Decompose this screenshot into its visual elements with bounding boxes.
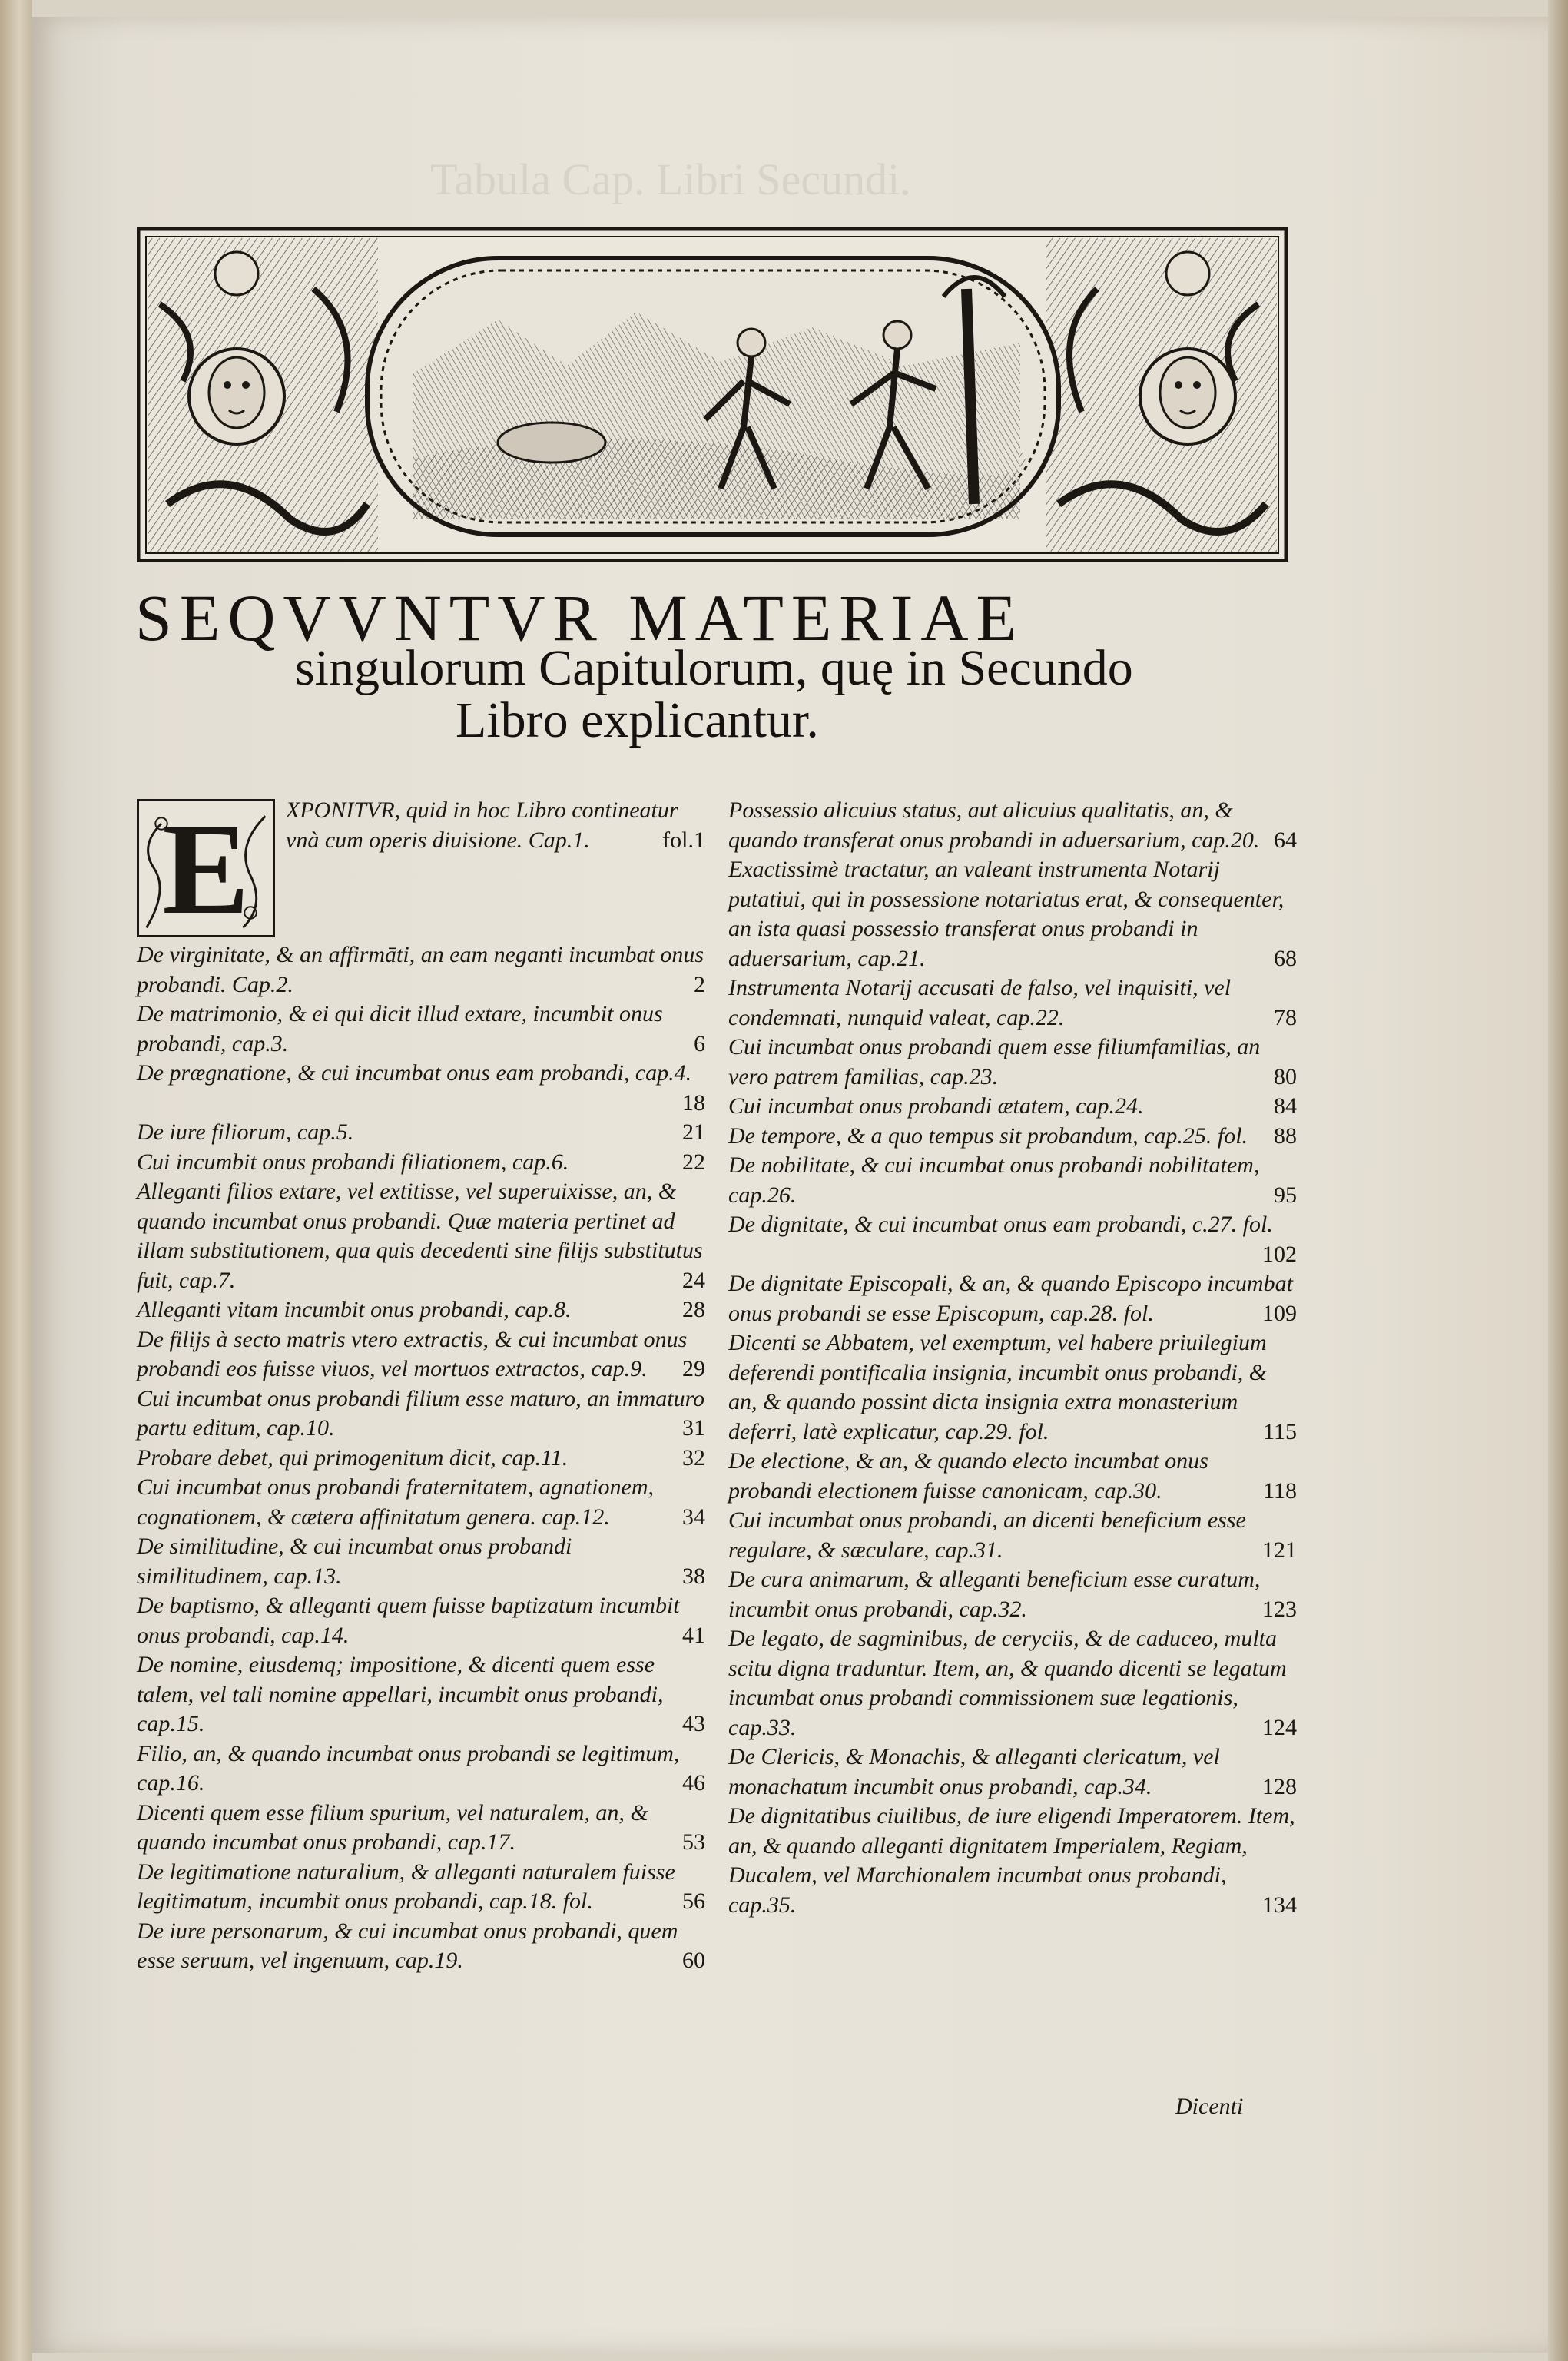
toc-entry-page: 95 xyxy=(1274,1182,1297,1208)
toc-entry-text: De similitudine, & cui incumbat onus probandi similitudinem, cap.13. xyxy=(137,1534,572,1589)
toc-entry-text: Alleganti vitam incumbit onus probandi, cap.8. xyxy=(137,1297,572,1322)
toc-entry xyxy=(728,1743,1297,1802)
toc-entry-page: 18 xyxy=(682,1089,705,1116)
toc-entry-text: De baptismo, & alleganti quem fuisse baptizatum incumbit onus probandi, cap.14. xyxy=(137,1593,680,1648)
toc-entry xyxy=(137,1532,705,1591)
toc-entry-text: De prægnatione, & cui incumbat onus eam probandi, cap.4. xyxy=(137,1060,692,1086)
toc-entry-text: De filijs à secto matris vtero extractis, & cui incumbat onus probandi eos fuisse viuos, vel mortuos extractos, cap.9. xyxy=(137,1326,688,1381)
toc-entry xyxy=(728,1506,1297,1565)
toc-entry-text: Cui incumbat onus probandi ætatem, cap.24. xyxy=(728,1093,1144,1119)
toc-entry-text: De nobilitate, & cui incumbat onus probandi nobilitatem, cap.26. xyxy=(728,1152,1260,1208)
toc-entry xyxy=(728,1624,1297,1743)
toc-entry-text: Probare debet, qui primogenitum dicit, cap.11. xyxy=(137,1444,569,1471)
heading-line-2: singulorum Capitulorum, quę in Secundo xyxy=(295,640,1133,696)
toc-entry xyxy=(137,1444,705,1474)
toc-entry-text: De legitimatione naturalium, & alleganti naturalem fuisse legitimatum, incumbit onus probandi, cap.18. fol. xyxy=(137,1859,675,1914)
toc-entry-page: 53 xyxy=(682,1829,705,1855)
toc-entry-text: Alleganti filios extare, vel extitisse, vel superuixisse, an, & quando incumbat onus probandi. Quæ materia pertinet ad illam substitutionem, qua quis decedenti sine filijs substitutus fuit, cap.7. xyxy=(137,1179,703,1293)
toc-entry xyxy=(728,973,1297,1033)
toc-entry xyxy=(137,1917,705,1976)
toc-entry xyxy=(728,1092,1297,1122)
toc-entry xyxy=(137,1325,705,1384)
toc-entry-page: 31 xyxy=(682,1415,705,1441)
toc-entry xyxy=(728,1122,1297,1152)
toc-entry xyxy=(137,1118,705,1148)
toc-entry-page: 34 xyxy=(682,1504,705,1530)
toc-entry-page: 64 xyxy=(1274,827,1297,853)
toc-entry-text: De matrimonio, & ei qui dicit illud extare, incumbit onus probandi, cap.3. xyxy=(137,1001,663,1056)
toc-entry-page: 68 xyxy=(1274,945,1297,971)
toc-entry xyxy=(137,1799,705,1858)
left-column xyxy=(137,796,705,1976)
toc-entry xyxy=(728,1033,1297,1092)
toc-entry-page: 121 xyxy=(1262,1537,1297,1563)
toc-entry-page: 109 xyxy=(1262,1300,1297,1326)
toc-entry-page: 38 xyxy=(682,1563,705,1589)
catchword: Dicenti xyxy=(1175,2094,1244,2119)
toc-entry-page: 84 xyxy=(1274,1093,1297,1119)
toc-entry xyxy=(728,1210,1297,1269)
toc-entry-text: De iure personarum, & cui incumbat onus probandi, quem esse seruum, vel ingenuum, cap.19. xyxy=(137,1918,678,1973)
toc-entry-page: 41 xyxy=(682,1622,705,1648)
right-column xyxy=(728,796,1297,1920)
toc-entry-text: Cui incumbat onus probandi fraternitatem, agnationem, cognationem, & cætera affinitatum genera. cap.12. xyxy=(137,1474,655,1530)
toc-entry-page: 43 xyxy=(682,1711,705,1736)
toc-entry-page: 28 xyxy=(682,1297,705,1322)
toc-entry xyxy=(137,1858,705,1917)
toc-entry-page: 78 xyxy=(1274,1004,1297,1030)
toc-entry xyxy=(728,1328,1297,1447)
toc-entry-text: De tempore, & a quo tempus sit probandum, cap.25. fol. xyxy=(728,1122,1248,1149)
toc-entry-text: Cui incumbat onus probandi filium esse maturo, an immaturo partu editum, cap.10. xyxy=(137,1385,705,1441)
toc-entry-text: Cui incumbat onus probandi quem esse filiumfamilias, an vero patrem familias, cap.23. xyxy=(728,1034,1261,1089)
toc-entry-text: De virginitate, & an affirmāti, an eam neganti incumbat onus probandi. Cap.2. xyxy=(137,942,704,997)
toc-entry-text: De dignitatibus ciuilibus, de iure eligendi Imperatorem. Item, an, & quando alleganti dignitatem Imperialem, Regiam, Ducalem, vel Marchionalem incumbat onus probandi, cap.35. xyxy=(728,1803,1295,1918)
book-fore-edge xyxy=(1548,0,1568,2361)
toc-entry xyxy=(728,1269,1297,1328)
toc-entry-page: 128 xyxy=(1262,1773,1297,1799)
toc-entry xyxy=(137,1650,705,1739)
toc-entry xyxy=(728,1151,1297,1210)
toc-entry-page: 102 xyxy=(1262,1241,1297,1267)
heading-line-3: Libro explicantur. xyxy=(456,692,819,748)
show-through-text: Tabula Cap. Libri Secundi. xyxy=(430,154,911,204)
toc-entry-text: Instrumenta Notarij accusati de falso, vel inquisiti, vel condemnati, nunquid valeat, cap.22. xyxy=(728,975,1232,1030)
toc-entry-text: Cui incumbat onus probandi, an dicenti beneficium esse regulare, & sæculare, cap.31. xyxy=(728,1507,1246,1563)
toc-entry xyxy=(137,1473,705,1532)
toc-entry-text: De Clericis, & Monachis, & alleganti clericatum, vel monachatum incumbit onus probandi, cap.34. xyxy=(728,1744,1220,1799)
toc-entry-text: Filio, an, & quando incumbat onus probandi se legitimum, cap.16. xyxy=(137,1740,680,1796)
toc-entry-text: Cui incumbit onus probandi filiationem, cap.6. xyxy=(137,1149,569,1175)
toc-entry-page: 80 xyxy=(1274,1063,1297,1089)
toc-entry xyxy=(137,1148,705,1178)
toc-entry-page: 60 xyxy=(682,1948,705,1973)
toc-entry-page: 32 xyxy=(682,1444,705,1471)
toc-entry-page: 124 xyxy=(1262,1714,1297,1740)
toc-entry-text: De dignitate Episcopali, & an, & quando Episcopo incumbat onus probandi se esse Episcopum, cap.28. fol. xyxy=(728,1271,1293,1326)
woodcut-banner xyxy=(137,227,1288,562)
toc-entry xyxy=(137,1591,705,1650)
toc-entry-text: De legato, de sagminibus, de ceryciis, & de caduceo, multa scitu digna traduntur. Item, an, & quando dicenti se legatum incumbat onus probandi commissionem suæ legationis, cap.33. xyxy=(728,1626,1287,1740)
toc-entry xyxy=(137,1739,705,1799)
toc-entry xyxy=(728,1447,1297,1506)
toc-entry-page: 115 xyxy=(1263,1418,1297,1444)
toc-entry-page: 134 xyxy=(1262,1892,1297,1918)
toc-entry-page: 46 xyxy=(682,1770,705,1796)
toc-entry-page: 22 xyxy=(682,1149,705,1175)
toc-entry xyxy=(728,796,1297,855)
toc-entry xyxy=(137,1177,705,1295)
book-gutter xyxy=(0,0,32,2361)
toc-entry xyxy=(137,1295,705,1325)
toc-entry-page: 6 xyxy=(694,1030,705,1056)
ornamental-initial xyxy=(137,797,275,941)
toc-entry-text: De cura animarum, & alleganti beneficium esse curatum, incumbit onus probandi, cap.32. xyxy=(728,1567,1261,1622)
toc-entry xyxy=(137,1384,705,1444)
drop-cap-letter: E xyxy=(162,797,250,941)
toc-entry-text: Exactissimè tractatur, an valeant instrumenta Notarij putatiui, qui in possessione notariatus erat, & consequenter, an ista quasi possessio transferat onus probandi in aduersarium, cap.21. xyxy=(728,857,1285,971)
toc-entry xyxy=(137,1000,705,1059)
toc-entry-page: 118 xyxy=(1263,1477,1297,1504)
toc-entry xyxy=(728,855,1297,973)
toc-entry-page: 56 xyxy=(682,1888,705,1914)
toc-entry-text: Dicenti quem esse filium spurium, vel naturalem, an, & quando incumbat onus probandi, cap.17. xyxy=(137,1799,648,1855)
toc-entry-page: 123 xyxy=(1262,1596,1297,1622)
toc-entry-page: 2 xyxy=(694,971,705,997)
toc-entry-page: 88 xyxy=(1274,1122,1297,1149)
toc-entry-text: Dicenti se Abbatem, vel exemptum, vel habere priuilegium deferendi pontificalia insignia, incumbit onus probandi, & an, & quando possint dicta insignia extra monasterium deferri, latè explicatur, cap.29. fol. xyxy=(728,1330,1268,1444)
toc-entry-text: De nomine, eiusdemq; impositione, & dicenti quem esse talem, vel tali nomine appellari, incumbit onus probandi, cap.15. xyxy=(137,1652,664,1736)
toc-entry-text: De dignitate, & cui incumbat onus eam probandi, c.27. fol. xyxy=(728,1212,1273,1237)
toc-entry-text: De electione, & an, & quando electo incumbat onus probandi electionem fuisse canonicam, cap.30. xyxy=(728,1448,1208,1504)
toc-entry-text: XPONITVR, quid in hoc Libro contineatur vnà cum operis diuisione. Cap.1. xyxy=(286,798,678,853)
toc-entry-page: 21 xyxy=(682,1119,705,1145)
toc-entry-page: 29 xyxy=(682,1356,705,1381)
toc-entry xyxy=(728,1565,1297,1624)
toc-entry xyxy=(137,1059,705,1118)
toc-entry-page: fol.1 xyxy=(662,827,705,853)
toc-entry-text: De iure filiorum, cap.5. xyxy=(137,1119,354,1145)
toc-entry xyxy=(137,940,705,1000)
toc-entry xyxy=(728,1802,1297,1920)
toc-entry-page: 24 xyxy=(682,1267,705,1293)
heading-line-1: SEQVVNTVR MATERIAE xyxy=(135,581,1025,655)
toc-entry-text: Possessio alicuius status, aut alicuius qualitatis, an, & quando transferat onus probandi in aduersarium, cap.20. xyxy=(728,798,1260,853)
